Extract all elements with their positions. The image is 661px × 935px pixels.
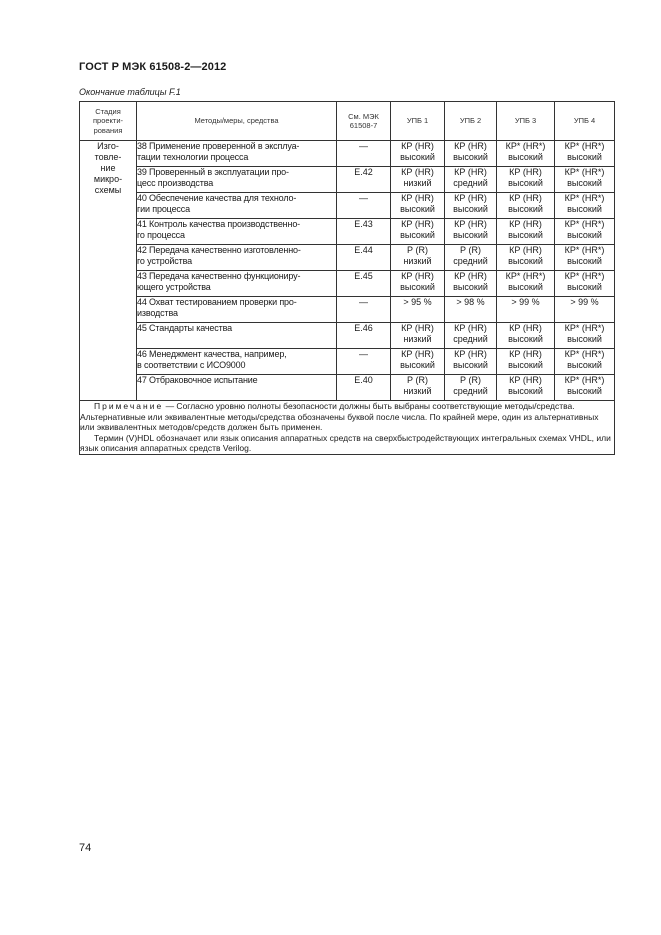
note-label: Примечание <box>94 401 164 411</box>
table-header-row <box>80 102 615 141</box>
sil-4-cell: КР* (HR*) высокий <box>555 349 615 375</box>
sil-3-cell: КР* (HR*) высокий <box>497 271 555 297</box>
sil-2-cell: КР (HR) высокий <box>445 141 497 167</box>
methods-table <box>79 101 615 455</box>
sil-1-cell: Р (R) низкий <box>391 375 445 401</box>
header-sil-4: УПБ 4 <box>555 102 615 141</box>
reference-cell: Е.44 <box>337 245 391 271</box>
table-row <box>80 167 615 193</box>
table-row <box>80 297 615 323</box>
reference-cell: — <box>337 193 391 219</box>
reference-cell: — <box>337 349 391 375</box>
sil-2-cell: КР (HR) средний <box>445 167 497 193</box>
sil-2-cell: > 98 % <box>445 297 497 323</box>
page-number: 74 <box>79 842 92 854</box>
method-cell: 44 Охват тестированием проверки про- изводства <box>137 297 337 323</box>
method-cell: 43 Передача качественно функциониру- ющего устройства <box>137 271 337 297</box>
method-cell: 45 Стандарты качества <box>137 323 337 349</box>
table-row <box>80 245 615 271</box>
reference-cell: — <box>337 297 391 323</box>
sil-3-cell: КР (HR) высокий <box>497 375 555 401</box>
sil-2-cell: КР (HR) высокий <box>445 349 497 375</box>
method-cell: 41 Контроль качества производственно- го процесса <box>137 219 337 245</box>
sil-3-cell: КР (HR) высокий <box>497 323 555 349</box>
sil-1-cell: КР (HR) высокий <box>391 141 445 167</box>
sil-2-cell: Р (R) средний <box>445 375 497 401</box>
sil-3-cell: КР (HR) высокий <box>497 167 555 193</box>
table-row <box>80 349 615 375</box>
sil-3-cell: КР* (HR*) высокий <box>497 141 555 167</box>
sil-1-cell: КР (HR) высокий <box>391 219 445 245</box>
table-row <box>80 375 615 401</box>
reference-cell: Е.45 <box>337 271 391 297</box>
reference-cell: Е.46 <box>337 323 391 349</box>
table-row <box>80 219 615 245</box>
table-note <box>80 401 615 455</box>
header-sil-2: УПБ 2 <box>445 102 497 141</box>
method-cell: 39 Проверенный в эксплуатации про- цесс производства <box>137 167 337 193</box>
reference-cell: — <box>337 141 391 167</box>
sil-1-cell: КР (HR) низкий <box>391 167 445 193</box>
sil-1-cell: Р (R) низкий <box>391 245 445 271</box>
sil-4-cell: КР* (HR*) высокий <box>555 271 615 297</box>
table-row <box>80 271 615 297</box>
sil-1-cell: КР (HR) высокий <box>391 193 445 219</box>
sil-3-cell: КР (HR) высокий <box>497 219 555 245</box>
sil-4-cell: КР* (HR*) высокий <box>555 219 615 245</box>
sil-1-cell: КР (HR) низкий <box>391 323 445 349</box>
table-row <box>80 141 615 167</box>
note-text-vhdl: Термин (V)HDL обозначает или язык описания аппаратных средств на сверхбыстродействующих интегральных схемах VHDL, или язык описания аппаратных средств Verilog. <box>80 432 611 453</box>
sil-4-cell: КР* (HR*) высокий <box>555 141 615 167</box>
sil-3-cell: КР (HR) высокий <box>497 193 555 219</box>
method-cell: 47 Отбраковочное испытание <box>137 375 337 401</box>
sil-1-cell: > 95 % <box>391 297 445 323</box>
header-methods: Методы/меры, средства <box>137 102 337 141</box>
sil-4-cell: КР* (HR*) высокий <box>555 167 615 193</box>
sil-4-cell: > 99 % <box>555 297 615 323</box>
table-row <box>80 193 615 219</box>
table-row <box>80 323 615 349</box>
sil-3-cell: КР (HR) высокий <box>497 349 555 375</box>
sil-2-cell: КР (HR) высокий <box>445 271 497 297</box>
note-row <box>80 401 615 455</box>
header-stage: Стадия проекти- рования <box>80 102 137 141</box>
stage-cell: Изго- товле- ние микро- схемы <box>80 141 137 401</box>
note-text: — Согласно уровню полноты безопасности должны быть выбраны соответствующие методы/средства. Альтернативные или эквивалентные методы/средства обозначены буквой после числа. По крайней мере, один из альтернативных или эквивалентных методов/средств должен быть применен. <box>80 401 599 432</box>
header-sil-1: УПБ 1 <box>391 102 445 141</box>
sil-2-cell: Р (R) средний <box>445 245 497 271</box>
sil-4-cell: КР* (HR*) высокий <box>555 375 615 401</box>
document-title: ГОСТ Р МЭК 61508-2—2012 <box>79 61 227 73</box>
reference-cell: Е.43 <box>337 219 391 245</box>
method-cell: 46 Менеджмент качества, например, в соответствии с ИСО9000 <box>137 349 337 375</box>
sil-2-cell: КР (HR) средний <box>445 323 497 349</box>
header-sil-3: УПБ 3 <box>497 102 555 141</box>
sil-2-cell: КР (HR) высокий <box>445 219 497 245</box>
method-cell: 40 Обеспечение качества для техноло- гии процесса <box>137 193 337 219</box>
header-reference: См. МЭК 61508-7 <box>337 102 391 141</box>
sil-2-cell: КР (HR) высокий <box>445 193 497 219</box>
sil-1-cell: КР (HR) высокий <box>391 349 445 375</box>
reference-cell: Е.40 <box>337 375 391 401</box>
reference-cell: Е.42 <box>337 167 391 193</box>
table-caption: Окончание таблицы F.1 <box>79 87 181 97</box>
method-cell: 38 Применение проверенной в эксплуа- тации технологии процесса <box>137 141 337 167</box>
sil-4-cell: КР* (HR*) высокий <box>555 245 615 271</box>
sil-4-cell: КР* (HR*) высокий <box>555 193 615 219</box>
sil-1-cell: КР (HR) высокий <box>391 271 445 297</box>
sil-3-cell: > 99 % <box>497 297 555 323</box>
sil-4-cell: КР* (HR*) высокий <box>555 323 615 349</box>
sil-3-cell: КР (HR) высокий <box>497 245 555 271</box>
method-cell: 42 Передача качественно изготовленно- го устройства <box>137 245 337 271</box>
